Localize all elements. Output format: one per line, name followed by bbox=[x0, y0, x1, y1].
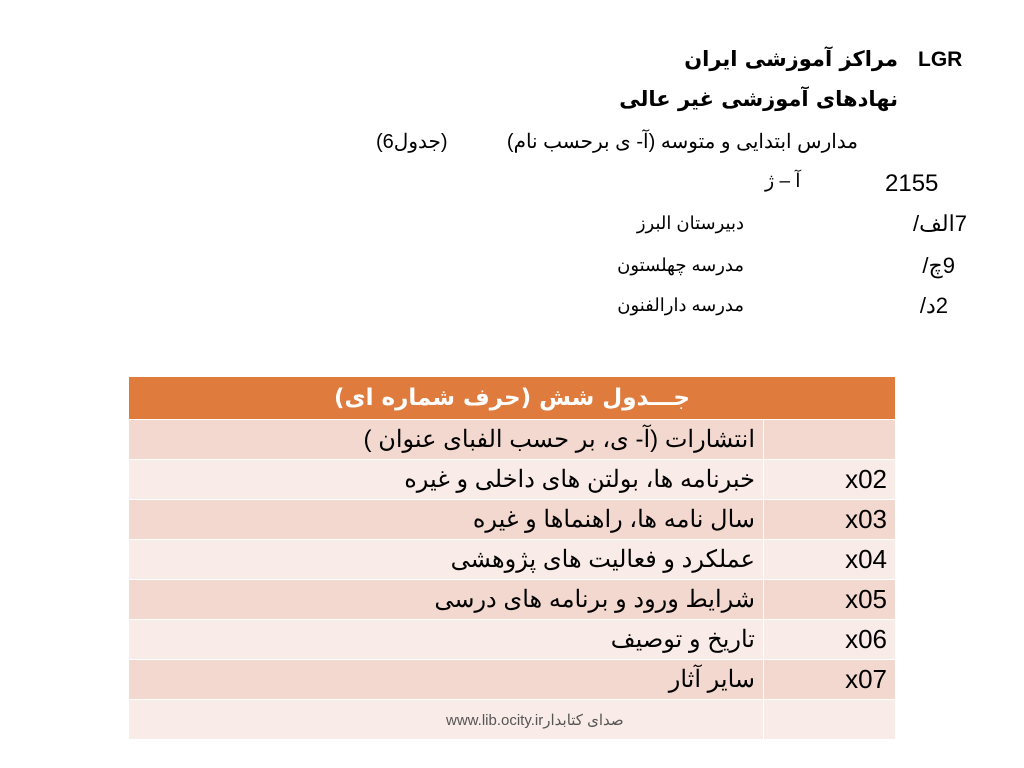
row-code: x05 bbox=[764, 580, 896, 620]
table-row bbox=[129, 540, 896, 580]
heading-line-3-table-ref: (جدول6) bbox=[376, 131, 448, 153]
entry-code: 7الف/ bbox=[913, 211, 967, 236]
row-description: عملکرد و فعالیت های پژوهشی bbox=[129, 540, 764, 580]
entry-code: 2د/ bbox=[919, 293, 948, 318]
table-row bbox=[129, 500, 896, 540]
table-header-row bbox=[129, 377, 896, 420]
row-code: x07 bbox=[764, 660, 896, 700]
heading-line-3: مدارس ابتدایی و متوسه (آ- ی برحسب نام) bbox=[506, 131, 858, 153]
row-description: خبرنامه ها، بولتن های داخلی و غیره bbox=[129, 460, 764, 500]
row-description: تاریخ و توصیف bbox=[129, 620, 764, 660]
row-code bbox=[764, 700, 896, 740]
letter-range: آ – ژ bbox=[765, 171, 801, 192]
entry-name: مدرسه دارالفنون bbox=[617, 295, 744, 315]
table-row bbox=[129, 580, 896, 620]
table-row bbox=[129, 620, 896, 660]
heading-line-1: مراکز آموزشی ایران bbox=[684, 47, 898, 71]
row-code: x06 bbox=[764, 620, 896, 660]
table-title: جـــدول شش (حرف شماره ای) bbox=[129, 377, 896, 420]
classification-code: LGR bbox=[918, 48, 963, 71]
entry-name: مدرسه چهلستون bbox=[617, 255, 744, 275]
table-row bbox=[129, 420, 896, 460]
table-row bbox=[129, 460, 896, 500]
row-description: شرایط ورود و برنامه های درسی bbox=[129, 580, 764, 620]
row-code bbox=[764, 420, 896, 460]
row-description: انتشارات (آ- ی، بر حسب الفبای عنوان ) bbox=[129, 420, 764, 460]
heading-line-2: نهادهای آموزشی غیر عالی bbox=[619, 87, 898, 111]
entry-name: دبیرستان البرز bbox=[636, 213, 744, 233]
footer-source: www.lib.ocity.irصدای کتابدار bbox=[446, 712, 624, 729]
row-code: x02 bbox=[764, 460, 896, 500]
table-row bbox=[129, 660, 896, 700]
row-description: سایر آثار bbox=[129, 660, 764, 700]
class-number: 2155 bbox=[885, 170, 939, 197]
entry-code: 9چ/ bbox=[922, 253, 955, 278]
row-code: x04 bbox=[764, 540, 896, 580]
table-six bbox=[128, 376, 896, 740]
row-code: x03 bbox=[764, 500, 896, 540]
row-description: سال نامه ها، راهنماها و غیره bbox=[129, 500, 764, 540]
